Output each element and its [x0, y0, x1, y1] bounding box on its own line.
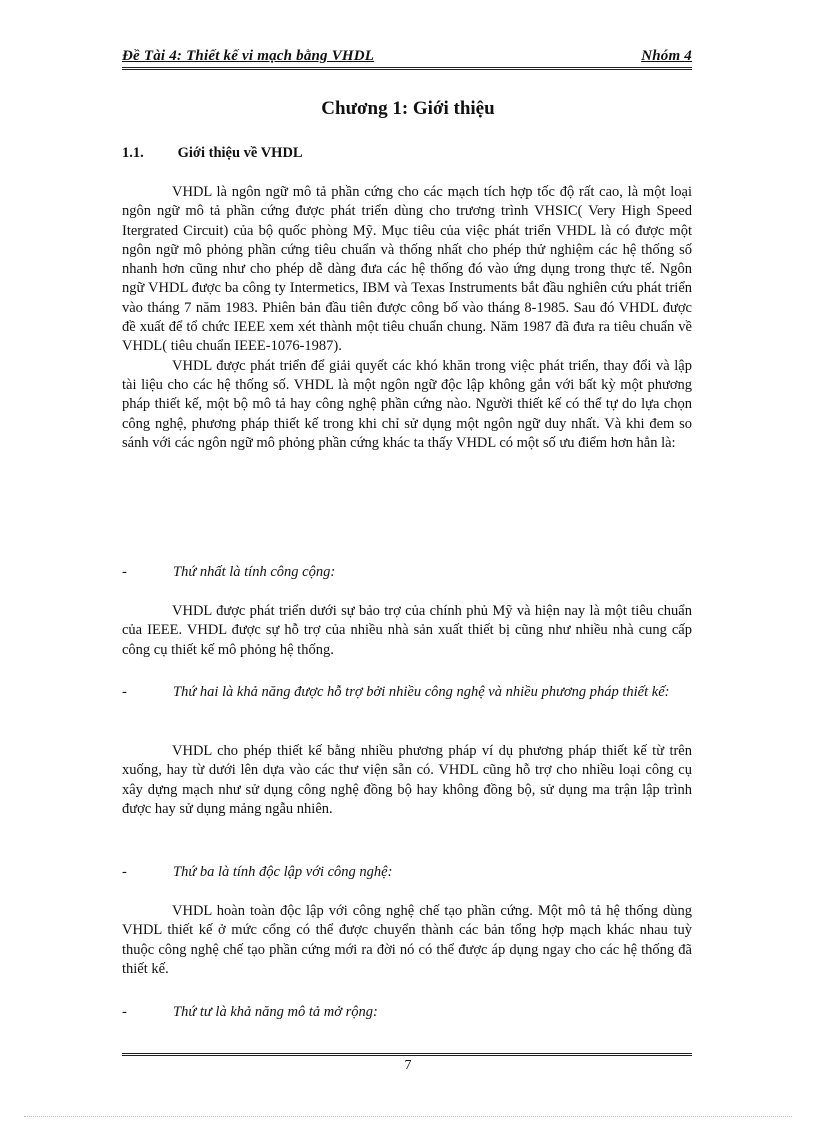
bullet-item-2 [122, 683, 692, 702]
bullet-item-4 [122, 1003, 692, 1022]
bullet-dash: - [122, 564, 127, 580]
section-heading [122, 145, 303, 162]
paragraph-5: VHDL hoàn toàn độc lập với công nghệ chế tạo phần cứng. Một mô tả hệ thống dùng VHDL thiết kế ở mức cổng có thể được chuyển thành các bản tổng hợp mạch khác nhau tuỳ thuộc công nghệ chế tạo phần cứng mới ra đời nó có thể được áp dụng ngay cho các hệ thống đã thiết kế. [122, 903, 692, 977]
page-bottom-border [24, 1116, 792, 1117]
bullet-item-3 [122, 863, 692, 882]
paragraph-4: VHDL cho phép thiết kế bằng nhiều phương pháp ví dụ phương pháp thiết kế từ trên xuống, hay từ dưới lên dựa vào các thư viện sẵn có. VHDL cũng hỗ trợ cho nhiều loại công cụ xây dựng mạch như sử dụng công nghệ đồng bộ hay không đồng bộ, sử dụng ma trận lập trình được hay sử dụng mảng ngẫu nhiên. [122, 743, 692, 817]
header-document-title: Đề Tài 4: Thiết kế vi mạch bằng VHDL [122, 48, 375, 64]
paragraph-block-5 [122, 902, 692, 979]
bullet-dash: - [122, 1004, 127, 1020]
bullet-text-4: Thứ tư là khả năng mô tả mở rộng: [173, 1004, 378, 1020]
page-number: 7 [404, 1058, 412, 1073]
paragraph-2: VHDL được phát triển để giải quyết các khó khăn trong việc phát triển, thay đổi và lập tài liệu cho các hệ thống số. VHDL là một ngôn ngữ độc lập không gắn với bất kỳ một phương pháp thiết kế, một bộ mô tả hay công nghệ phần cứng nào. Người thiết kế có thể tự do lựa chọn công nghệ, phương pháp thiết kế trong khi chỉ sử dụng một ngôn ngữ duy nhất. Và khi đem so sánh với các ngôn ngữ mô phỏng phần cứng khác ta thấy VHDL có một số ưu điểm hơn hẳn là: [122, 357, 692, 451]
footer-divider [122, 1053, 692, 1056]
header-group-label: Nhóm 4 [641, 48, 692, 64]
chapter-title: Chương 1: Giới thiệu [321, 98, 495, 119]
paragraph-3: VHDL được phát triển dưới sự bảo trợ của chính phủ Mỹ và hiện nay là một tiêu chuẩn của IEEE. VHDL được sự hỗ trợ của nhiều nhà sản xuất thiết bị cũng như nhiều nhà cung cấp công cụ thiết kế mô phỏng hệ thống. [122, 603, 692, 658]
paragraph-1: VHDL là ngôn ngữ mô tả phần cứng cho các mạch tích hợp tốc độ rất cao, là một loại ngôn ngữ mô tả phần cứng được phát triển dùng cho trương trình VHSIC( Very High Speed Itergrated Circuit) của bộ quốc phòng Mỹ. Mục tiêu của việc phát triển VHDL là có được một ngôn ngữ mô phỏng phần cứng tiêu chuẩn và thống nhất cho phép thử nghiệm các hệ thống số nhanh hơn cũng như cho phép dễ dàng đưa các hệ thống đó vào ứng dụng trong thực tế. Ngôn ngữ VHDL được ba công ty Intermetics, IBM và Texas Instruments bắt đầu nghiên cứu phát triển vào tháng 7 năm 1983. Phiên bản đầu tiên được công bố vào tháng 8-1985. Sau đó VHDL được đề xuất để tổ chức IEEE xem xét thành một tiêu chuẩn chung. Năm 1987 đã đưa ra tiêu chuẩn về VHDL( tiêu chuẩn IEEE-1076-1987). [122, 184, 692, 355]
page-header [122, 48, 692, 70]
bullet-item-1 [122, 563, 692, 582]
bullet-text-1: Thứ nhất là tính công cộng: [173, 564, 336, 580]
paragraph-block-3 [122, 602, 692, 660]
bullet-dash: - [122, 684, 127, 700]
paragraph-block-intro [122, 183, 692, 453]
bullet-dash: - [122, 864, 127, 880]
section-title: Giới thiệu về VHDL [177, 145, 303, 161]
bullet-text-2: Thứ hai là khả năng được hỗ trợ bởi nhiều công nghệ và nhiều phương pháp thiết kế: [173, 684, 670, 700]
section-number: 1.1. [122, 145, 144, 161]
paragraph-block-4 [122, 742, 692, 819]
header-divider [122, 67, 692, 70]
bullet-text-3: Thứ ba là tính độc lập với công nghệ: [173, 864, 393, 880]
